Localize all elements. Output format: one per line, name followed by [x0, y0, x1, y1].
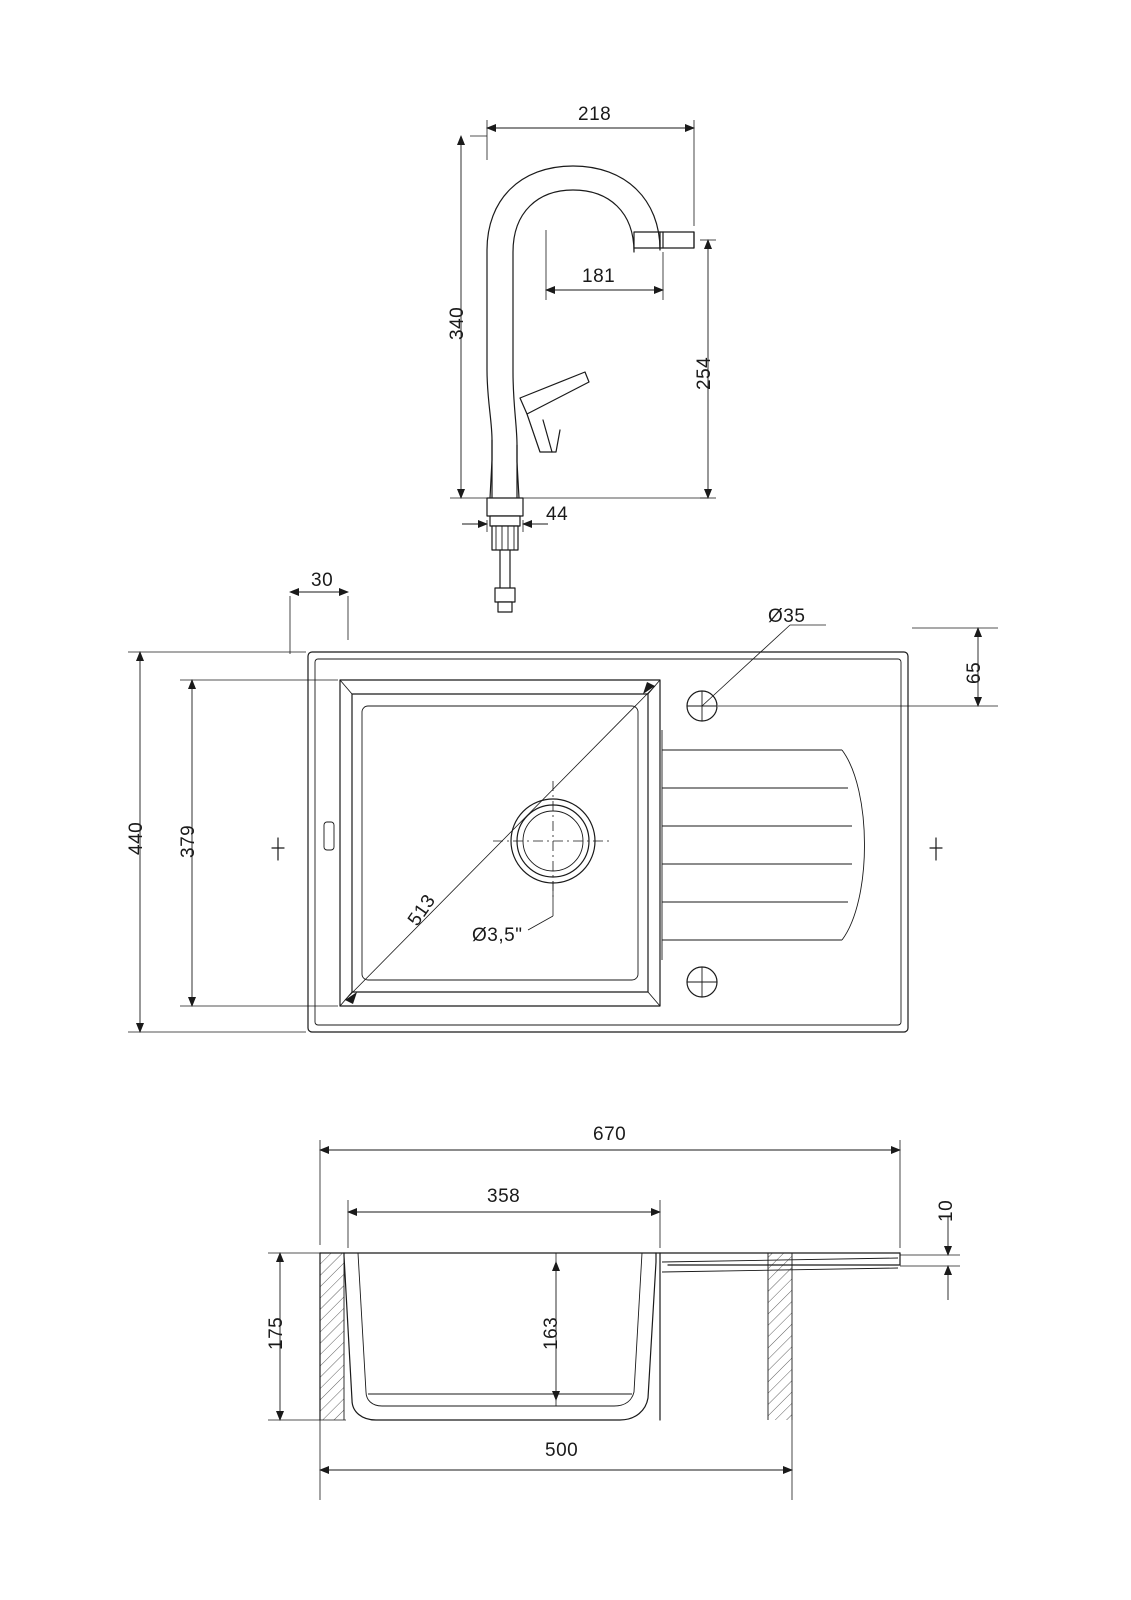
- faucet-view: [450, 120, 716, 612]
- dim-section-rim-thickness: 10: [936, 1199, 957, 1222]
- dim-faucet-spout-height: 254: [694, 356, 715, 390]
- dim-bowl-diagonal: 513: [404, 890, 441, 931]
- dim-section-bowl-width: 358: [487, 1186, 521, 1207]
- dim-waste-diameter: Ø3,5": [472, 925, 523, 946]
- sink-section-view: [268, 1140, 960, 1500]
- dim-faucet-reach-total: 218: [578, 104, 612, 125]
- dim-tap-hole-edge: 65: [964, 661, 985, 684]
- dim-section-overall-width: 670: [593, 1124, 627, 1145]
- dim-faucet-height: 340: [447, 306, 468, 340]
- dim-section-cabinet-width: 500: [545, 1440, 579, 1461]
- dim-section-bowl-depth-inner: 163: [541, 1316, 562, 1350]
- dim-sink-overall-depth: 440: [126, 821, 147, 855]
- dim-section-bowl-depth-outer: 175: [266, 1316, 287, 1350]
- dim-sink-edge-offset: 30: [311, 570, 334, 591]
- dim-tap-hole-diameter: Ø35: [768, 606, 806, 627]
- dim-faucet-reach-inner: 181: [582, 266, 616, 287]
- dim-sink-bowl-depth: 379: [178, 824, 199, 858]
- sink-top-view: [128, 592, 998, 1032]
- dim-faucet-base-diameter: 44: [546, 504, 569, 525]
